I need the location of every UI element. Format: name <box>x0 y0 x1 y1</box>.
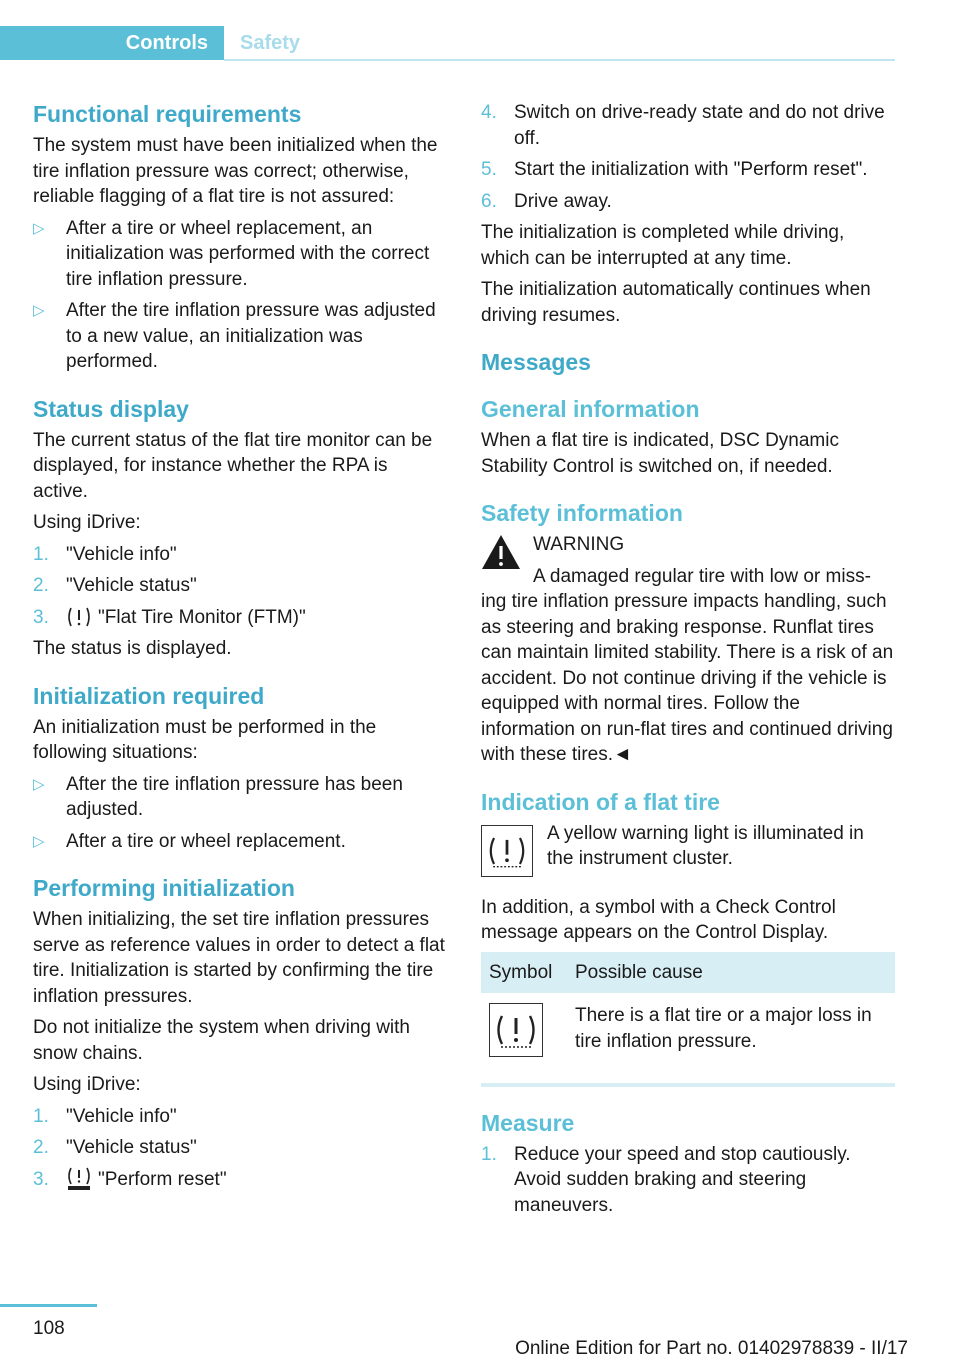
step-text: Drive away. <box>514 190 612 212</box>
list-item: 2. "Vehicle status" <box>33 575 197 596</box>
list-item-text: After the tire inflation pressure has been adjusted. <box>66 773 403 820</box>
status-text: The current status of the flat tire monitor can be displayed, for instance whether the RPA is active. <box>33 429 433 502</box>
step-text: "Vehicle status" <box>66 1137 197 1158</box>
performing-steps <box>33 1104 447 1193</box>
list-item: 4. Switch on drive-ready state and do not drive off. <box>481 102 885 149</box>
list-item-text: After the tire inflation pressure was adjusted to a new value, an initialization was performed. <box>66 300 436 372</box>
functional-list <box>33 216 447 375</box>
list-item: 1. "Vehicle info" <box>33 1105 177 1127</box>
list-item: 1. Reduce your speed and stop cautiously. Avoid sudden braking and steering maneuvers. <box>481 1143 851 1216</box>
performing-idrive-label: Using iDrive: <box>33 1074 141 1095</box>
heading-general-information: General information <box>481 396 700 422</box>
triangle-bullet-icon: ▷ <box>33 302 45 319</box>
table-row <box>481 993 895 1085</box>
heading-measure: Measure <box>481 1109 575 1136</box>
symbol-cause-table <box>481 952 895 1087</box>
init-required-text: An initialization must be performed in the following situations: <box>33 716 377 763</box>
flat-tire-light-row <box>481 821 895 881</box>
table-cell-symbol <box>481 993 567 1085</box>
warning-text: ing tire inflation pressure impacts handling, such as steering and braking response. Runflat tires can maintain limited stability. There is a risk of an accident. Do not continue driving if the vehicle is equipped with normal tires. Follow the information on run-flat tires and continued driving with these tires.◄ <box>481 591 894 765</box>
triangle-bullet-icon: ▷ <box>33 219 45 237</box>
triangle-bullet-icon: ▷ <box>33 832 45 850</box>
edition-footer: Online Edition for Part no. 01402978839 - II/17 <box>515 1338 908 1359</box>
list-item <box>33 216 447 293</box>
continued-steps <box>481 100 895 214</box>
tire-warning-icon <box>66 606 92 628</box>
warning-label: WARNING <box>533 534 625 555</box>
triangle-bullet-icon: ▷ <box>33 775 45 793</box>
step-text: "Vehicle status" <box>66 575 197 596</box>
tab-safety[interactable]: Safety <box>240 31 301 54</box>
general-text: When a flat tire is indicated, DSC Dynamic Stability Control is switched on, if needed. <box>481 430 839 477</box>
list-item: 6. Drive away. <box>481 190 612 212</box>
list-item-text: After a tire or wheel replacement, an initialization was performed with the correct tire inflation pressure. <box>66 217 430 290</box>
page-number: 108 <box>33 1318 65 1339</box>
list-item: 2. "Vehicle status" <box>33 1137 197 1158</box>
list-item <box>33 298 447 375</box>
heading-flat-tire-indication: Indication of a flat tire <box>481 788 720 815</box>
status-steps <box>33 542 447 631</box>
flat-tire-warning-icon <box>481 825 533 877</box>
flat-tire-warning-icon <box>489 1003 543 1057</box>
list-item-text: After a tire or wheel replacement. <box>66 830 346 852</box>
performing-text-2: Do not initialize the system when driving with snow chains. <box>33 1017 411 1064</box>
table-header-cause: Possible cause <box>567 952 895 994</box>
init-required-list <box>33 772 447 855</box>
list-item: 3. "Flat Tire Monitor (FTM)" <box>33 606 306 628</box>
functional-text: The system must have been initialized when the tire inflation pressure was correct; otherwise, reliable flagging of a flat tire is not assured: <box>33 135 438 207</box>
page-number-bar <box>0 1304 97 1307</box>
flat-symbol-text: In addition, a symbol with a Check Control message appears on the Control Display. <box>481 896 836 943</box>
measure-steps <box>481 1142 895 1219</box>
list-item <box>33 829 447 855</box>
heading-performing-initialization: Performing initialization <box>33 875 295 901</box>
list-item: 1. "Vehicle info" <box>33 543 177 565</box>
left-column <box>33 100 447 1198</box>
step-text: Reduce your speed and stop cautiously. Avoid sudden braking and steering maneuvers. <box>514 1143 851 1216</box>
performing-text-1: When initializing, the set tire inflation pressures serve as reference values in order to detect a flat tire. Initialization is started by confirming the tire inflation pressures. <box>33 909 445 1007</box>
heading-initialization-required: Initialization required <box>33 682 265 709</box>
warning-block <box>481 532 895 768</box>
after-text-1: The initialization is completed while driving, which can be interrupted at any time. <box>481 222 845 269</box>
heading-status-display: Status display <box>33 395 189 422</box>
after-text-2: The initialization automatically continues when driving resumes. <box>481 279 871 326</box>
tab-controls[interactable]: Controls <box>0 26 224 60</box>
flat-light-text: A yellow warning light is illuminated in the instrument cluster. <box>547 822 864 869</box>
heading-functional-requirements: Functional requirements <box>33 101 302 127</box>
step-text: Start the initialization with "Perform reset". <box>514 159 868 180</box>
list-item: 3. "Perform reset" <box>33 1168 227 1190</box>
warning-text-first-line: A damaged regular tire with low or miss- <box>533 565 871 587</box>
warning-triangle-icon <box>481 534 521 570</box>
heading-messages: Messages <box>481 349 591 375</box>
reset-icon <box>66 1167 92 1191</box>
step-text: "Vehicle info" <box>66 543 177 565</box>
step-text: "Flat Tire Monitor (FTM)" <box>98 606 306 628</box>
status-idrive-label: Using iDrive: <box>33 512 141 533</box>
table-cell-cause: There is a flat tire or a major loss in tire inflation pressure. <box>567 993 895 1085</box>
header-tabs <box>0 26 895 62</box>
table-header-symbol: Symbol <box>481 952 567 994</box>
step-text: "Perform reset" <box>98 1168 227 1190</box>
heading-safety-information: Safety information <box>481 500 683 526</box>
status-result: The status is displayed. <box>33 638 232 659</box>
list-item: 5. Start the initialization with "Perform reset". <box>481 159 868 180</box>
step-text: "Vehicle info" <box>66 1105 177 1127</box>
right-column <box>481 100 895 1224</box>
step-text: Switch on drive-ready state and do not drive off. <box>514 102 885 149</box>
table-header-row <box>481 952 895 994</box>
list-item <box>33 772 447 823</box>
header-divider <box>224 59 895 61</box>
